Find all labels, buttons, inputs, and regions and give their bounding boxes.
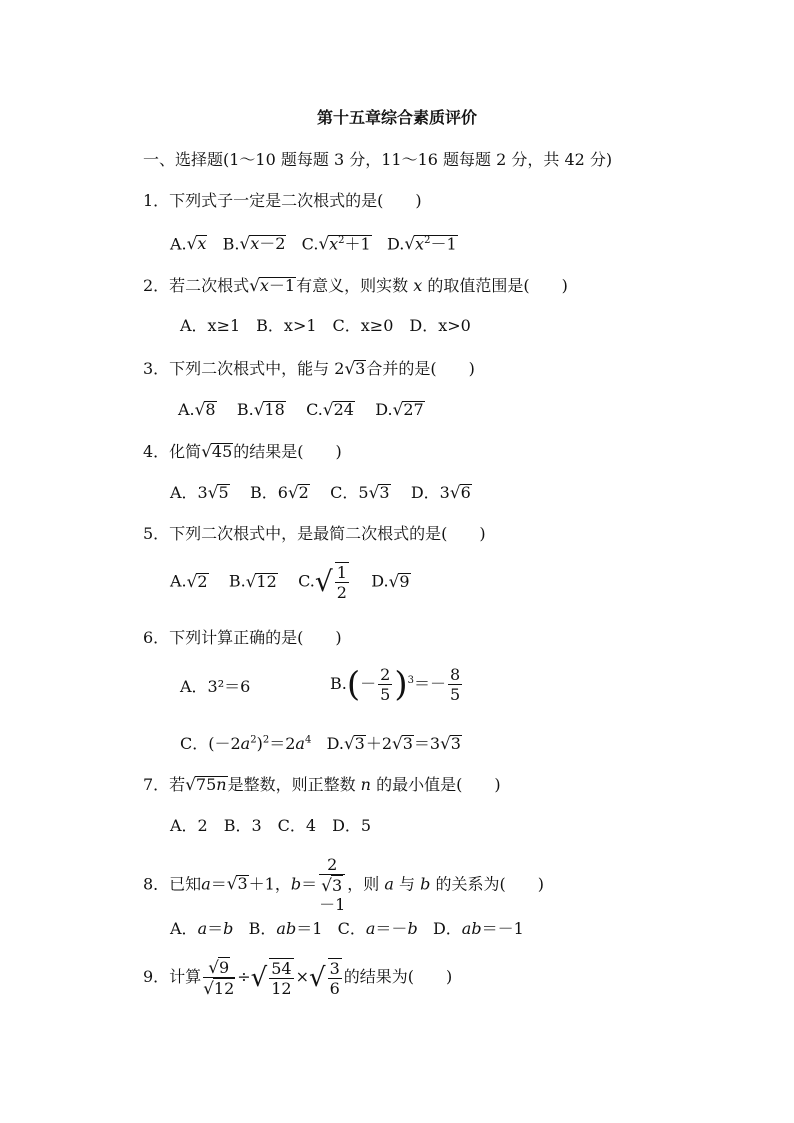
question-7-options: A．2 B．3 C．4 D．5 <box>170 816 372 835</box>
question-4-stem: 4．化简√45的结果是( ) <box>143 441 342 461</box>
question-4-options: A．3√5 B．6√2 C．5√3 D．3√6 <box>170 482 471 502</box>
question-6-option-a: A．3²＝6 <box>180 677 251 696</box>
question-1-options: A.√x B.√x－2 $C.√x^2+1$ $D.√x^2-1$ <box>170 233 457 254</box>
question-5-options: A.√2 B.√12 C.√ $\frac{1}{2}$ D.√9 <box>170 563 410 603</box>
question-6-options-cd: C．$(-2a^2)^2=2a^4$ D.√3＋2√3＝3√3 <box>180 733 461 753</box>
question-5-stem: 5．下列二次根式中，是最简二次根式的是( ) <box>143 524 486 543</box>
page-title: 第十五章综合素质评价 <box>316 108 477 127</box>
question-9-stem: 9．计算 $\frac{√9}{√12}$ ÷√ $\frac{54}{12}$ ×√ $\frac{3}{6}$ 的结果为( ) <box>143 957 453 999</box>
question-3-options: A.√8 B.√18 C.√24 D.√27 <box>178 399 424 419</box>
question-3-stem: 3．下列二次根式中，能与 2√3合并的是( ) <box>143 358 475 378</box>
question-6-option-b: B.(－ $\frac{2}{5}$ )$^3$＝－ $\frac{8}{5}$ <box>330 664 461 705</box>
question-6-stem: 6．下列计算正确的是( ) <box>143 628 342 647</box>
section-heading: 一、选择题(1～10 题每题 3 分，11～16 题每题 2 分，共 42 分) <box>143 150 613 169</box>
question-7-stem: 7．若√75n是整数，则正整数 n 的最小值是( ) <box>143 774 501 794</box>
question-8-options: A．a＝b B．ab＝1 C．a＝－b D．ab＝－1 <box>170 919 524 938</box>
question-8-stem: 8．已知a＝√3＋1，b＝ 2 √3 －1 ，则 a 与 b 的关系为( ) <box>143 855 544 915</box>
question-1-stem: 1．下列式子一定是二次根式的是( ) <box>143 191 422 210</box>
question-2-stem: 2．若二次根式√x－1有意义，则实数 x 的取值范围是( ) <box>143 275 568 295</box>
question-2-options: A．x≥1 B．x>1 C．x≥0 D．x>0 <box>180 316 471 335</box>
